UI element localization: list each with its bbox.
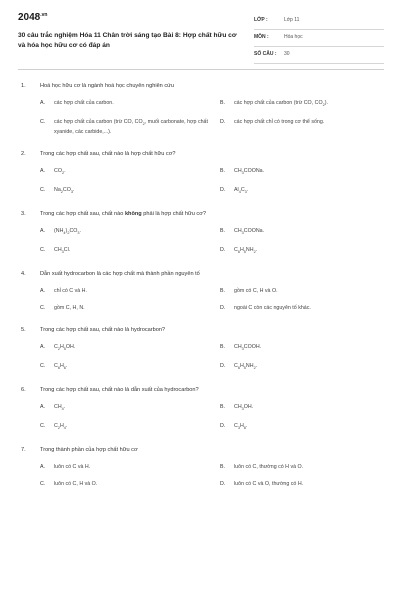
answer-option[interactable]: D. $C_6H_5NH_2$.: [220, 363, 258, 371]
option-letter: C.: [40, 305, 46, 312]
option-letter: B.: [220, 100, 226, 106]
question-item: [18, 386, 384, 432]
option-letter: C.: [40, 481, 46, 488]
answer-option[interactable]: D. $Al_4C_3$.: [220, 187, 249, 195]
question-item: [18, 150, 384, 196]
answer-option[interactable]: B. $CH_3COOH$.: [220, 344, 262, 352]
option-letter: D.: [220, 247, 226, 254]
option-letter: D.: [220, 423, 226, 430]
answer-option[interactable]: A. $(NH_4)_2CO_3$.: [40, 228, 81, 236]
answer-option[interactable]: B. $CH_3OH$.: [220, 404, 254, 412]
option-letter: D.: [220, 363, 226, 370]
answer-option[interactable]: C. $C_2H_4$.: [40, 423, 68, 431]
option-letter: C.: [40, 187, 46, 194]
answer-options: [18, 167, 384, 196]
answer-option[interactable]: D. luôn có C và O, thường có H.: [220, 481, 304, 488]
option-letter: A.: [40, 404, 46, 411]
option-letter: A.: [40, 168, 46, 175]
option-letter: A.: [40, 464, 46, 471]
info-row-subject: [254, 32, 384, 47]
question-number: 1.: [21, 83, 26, 89]
question-item: [18, 446, 384, 488]
option-letter: B.: [220, 464, 226, 471]
option-letter: B.: [220, 168, 226, 175]
answer-options: [18, 463, 384, 488]
page-title: 30 câu trắc nghiệm Hóa 11 Chân trời sáng tạo Bài 8: Hợp chất hữu cơ và hóa học hữu cơ có đáp án: [18, 32, 237, 49]
option-letter: C.: [40, 423, 46, 430]
answer-option[interactable]: D. $C_6H_5NH_2$.: [220, 247, 258, 255]
site-logo[interactable]: [18, 12, 47, 23]
question-text: 4. Dẫn xuất hydrocarbon là các hợp chất mà thành phần nguyên tố: [21, 271, 200, 278]
header-divider: [18, 69, 384, 70]
option-letter: D.: [220, 305, 226, 312]
question-item: [18, 270, 384, 312]
question-text: 6. Trong các hợp chất sau, chất nào là dẫn xuất của hydrocarbon?: [21, 387, 199, 394]
answer-options: [18, 99, 384, 136]
question-item: [18, 210, 384, 256]
answer-option[interactable]: C. $Na_2CO_3$.: [40, 187, 75, 195]
question-text: 7. Trong thành phần của hợp chất hữu cơ: [21, 447, 138, 454]
question-number: 6.: [21, 387, 26, 394]
answer-option[interactable]: C. luôn có C, H và O.: [40, 481, 98, 488]
answer-option[interactable]: A. $CH_4$.: [40, 404, 66, 412]
info-value: Lớp 11: [284, 17, 300, 23]
info-label: SỐ CÂU :: [254, 51, 277, 57]
quiz-info: [254, 15, 384, 66]
option-letter: B.: [220, 344, 226, 351]
answer-option[interactable]: D. các hợp chất chỉ có trong cơ thể sống.: [220, 119, 325, 126]
question-text: 2. Trong các hợp chất sau, chất nào là hợp chất hữu cơ?: [21, 151, 176, 158]
question-text: 5. Trong các hợp chất sau, chất nào là hydrocarbon?: [21, 327, 166, 334]
question-number: 4.: [21, 271, 26, 278]
answer-option[interactable]: D. ngoài C còn các nguyên tố khác.: [220, 305, 311, 312]
option-letter: C.: [40, 119, 46, 126]
info-row-class: [254, 15, 384, 30]
option-letter: C.: [40, 363, 46, 370]
option-letter: D.: [220, 481, 226, 488]
answer-option[interactable]: A. $CO_2$.: [40, 168, 66, 176]
info-label: MÔN :: [254, 34, 269, 40]
page-header: [0, 0, 400, 70]
question-item: [18, 326, 384, 372]
info-value: 30: [284, 51, 290, 57]
question-number: 2.: [21, 151, 26, 158]
answer-options: [18, 343, 384, 372]
question-list: [18, 82, 384, 502]
answer-option[interactable]: B. $CH_3COONa$.: [220, 168, 265, 176]
info-label: LỚP :: [254, 17, 268, 23]
answer-option[interactable]: C. $C_6H_6$.: [40, 363, 68, 371]
question-item: [18, 82, 384, 136]
option-letter: B.: [220, 288, 226, 295]
answer-options: [18, 287, 384, 312]
logo-text: 2048: [18, 12, 41, 23]
question-number: 5.: [21, 327, 26, 334]
option-letter: D.: [220, 187, 226, 194]
answer-option[interactable]: A. chỉ có C và H.: [40, 288, 87, 295]
answer-option[interactable]: D. $C_3H_8$.: [220, 423, 248, 431]
answer-option[interactable]: B. $CH_3COONa$.: [220, 228, 265, 236]
option-letter: A.: [40, 288, 46, 295]
answer-option[interactable]: A. các hợp chất của carbon.: [40, 100, 114, 106]
option-letter: A.: [40, 100, 46, 106]
info-value: Hóa học: [284, 34, 303, 40]
option-letter: B.: [220, 228, 226, 235]
option-letter: D.: [220, 119, 226, 126]
answer-options: [18, 227, 384, 256]
question-number: 7.: [21, 447, 26, 454]
option-letter: A.: [40, 344, 46, 351]
option-letter: B.: [220, 404, 226, 411]
question-text: 3. Trong các hợp chất sau, chất nào không phải là hợp chất hữu cơ?: [21, 211, 206, 218]
answer-options: [18, 403, 384, 432]
answer-option[interactable]: B. các hợp chất của carbon (trừ CO, $CO_2$).: [220, 100, 328, 108]
answer-option[interactable]: A. $C_2H_5OH$.: [40, 344, 76, 352]
answer-option[interactable]: A. luôn có C và H.: [40, 464, 91, 471]
answer-option[interactable]: C. $CH_3Cl$.: [40, 247, 71, 255]
option-letter: A.: [40, 228, 46, 235]
answer-option[interactable]: B. luôn có C, thường có H và O.: [220, 464, 304, 471]
option-letter: C.: [40, 247, 46, 254]
question-text: 1. Hoá học hữu cơ là ngành hoá học chuyên nghiên cứu: [21, 83, 175, 89]
answer-option[interactable]: C. các hợp chất của carbon (trừ CO, $CO_2$, muối carbonate, hợp chất xyanide, các carbide,...).: [40, 119, 208, 136]
logo-domain: .vn: [40, 12, 48, 18]
info-row-count: [254, 49, 384, 64]
answer-option[interactable]: C. gồm C, H, N.: [40, 305, 85, 312]
question-number: 3.: [21, 211, 26, 218]
answer-option[interactable]: B. gồm có C, H và O.: [220, 288, 278, 295]
